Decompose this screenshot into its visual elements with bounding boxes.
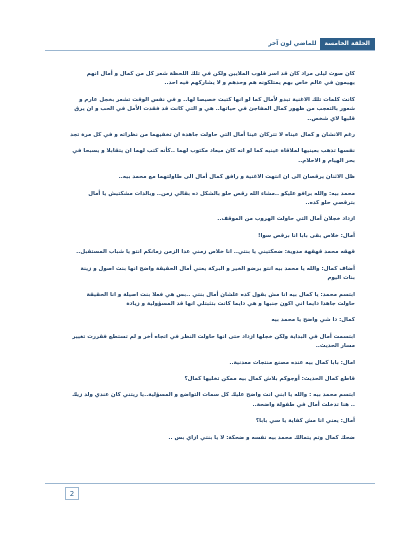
page-number: 2 [65, 487, 79, 500]
paragraph: ظل الاثنان يرقصان الى ان انتهت الاغنية و رافق كمال أمال الى طاولتهما مع محمد بيه.. [118, 174, 355, 181]
page-header [45, 34, 375, 50]
paragraph: أضاف كمال: والله يا محمد بيه انتو برضو الخير و البركة يعني أمال الحقيقة واضح انها بنت اصول و زينة بنات اليوم [80, 265, 355, 282]
chapter-badge: الحلقة الخامسة [320, 38, 375, 50]
paragraph: امال: بابا كمال بيه عنده مصنع منتجات معدنية.. [229, 359, 355, 366]
header-divider [45, 50, 375, 51]
paragraph: قهقه محمد قهقهة مدوية: ضحكتيني يا بنتي.. انا خلاص زمني عدا الزمن زمانكم انتو يا شباب المستقبل.. [76, 249, 355, 256]
paragraph: كمال: دا شي واضح يا محمد بيه [271, 317, 355, 324]
paragraph: نفسها تذهب بعينيها لملاقاة عينيه كما لو انه كان ميعاد مكتوب لهما ..كأنه كتب لهما ان يتقابلا و يسبحا في بحر الهيام و الاحلام.. [72, 148, 355, 164]
paragraph: كان صوت ليلى مراد كان قد اسر قلوب الملايين ولكن في تلك اللحظة شعر كل من كمال و أمال انهم يهيمون في عالم خاص بهم يمتلكونه هم وحدهم و لا يشاركهم فيه احد.. [86, 71, 355, 87]
paragraph: كانت كلمات تلك الاغنية تبدو لأمال كما لو انها كتبت خصيصا لها.. و في نفس الوقت تشعر بخجل عارم و شعور بالتعجب من ظهور كمال المفاجئ في حياتها.. هي و التي كانت قد فقدت الأمل في الحب و ان يرق قلبها لاي شخص.. [74, 96, 355, 122]
book-title: للماضي لون آخر [268, 40, 317, 47]
paragraph: ابتسمت أمال في البداية ولكن خجلها ازداد حتى انها حاولت النظر في اتجاه أخر و لم تستطع فقررت تغيير مسار الحديث.. [72, 333, 355, 350]
story-body [70, 70, 355, 450]
paragraph: رغم الانشان و كمال عيناه لا تتركان عينا أمال التي حاولت جاهدة ان تخفيهما من نظراته و في كل مرة تجد [70, 132, 355, 139]
paragraph: ابتسم محمد بيه : والله يا ابني انت واضح عليك كل سمات التواضع و المسؤلية..يا ريتني كان عندي ولد زيك .. هنا تدخلت أمال في طفولة واضحة.. [71, 392, 355, 408]
footer-divider [45, 483, 375, 484]
paragraph: محمد بيه: والله برافو عليكو ..مشاء الله رقص حلو بالشكل ده بقالي زمن.. وبالذات مشكتيش يا أمال بترقصي حلو كده.. [88, 190, 355, 207]
paragraph: ضحك كمال وتم يتمالك محمد بيه نفسه و ضحكة: لا يا بنتي ازاي بس .. [168, 434, 355, 441]
paragraph: ازداد خجلان أمال التي حاولت الهروب من الموقف.. [217, 216, 355, 223]
paragraph: أمال: يعني انا مش كفاية يا سي بابا؟ [255, 418, 355, 425]
paragraph: قاطع كمال الحديث: أوجوكم بلاش كمال بيه ممكن تخليها كمال؟ [184, 375, 355, 382]
paragraph: أمال: خلاص بقى بابا انا برقص سوا! [257, 232, 355, 239]
paragraph: ابتسم محمد: يا كمال بيه انا مش بقول كده علشان أمال بنتي ..بس هي فعلا بنت اصيلة و انا الحقيقة حاولت جاهدا دايما اني اكون جنبها و هي دايما كانت بتثبتلي انها قد المسؤولية و زيادة [86, 291, 355, 307]
